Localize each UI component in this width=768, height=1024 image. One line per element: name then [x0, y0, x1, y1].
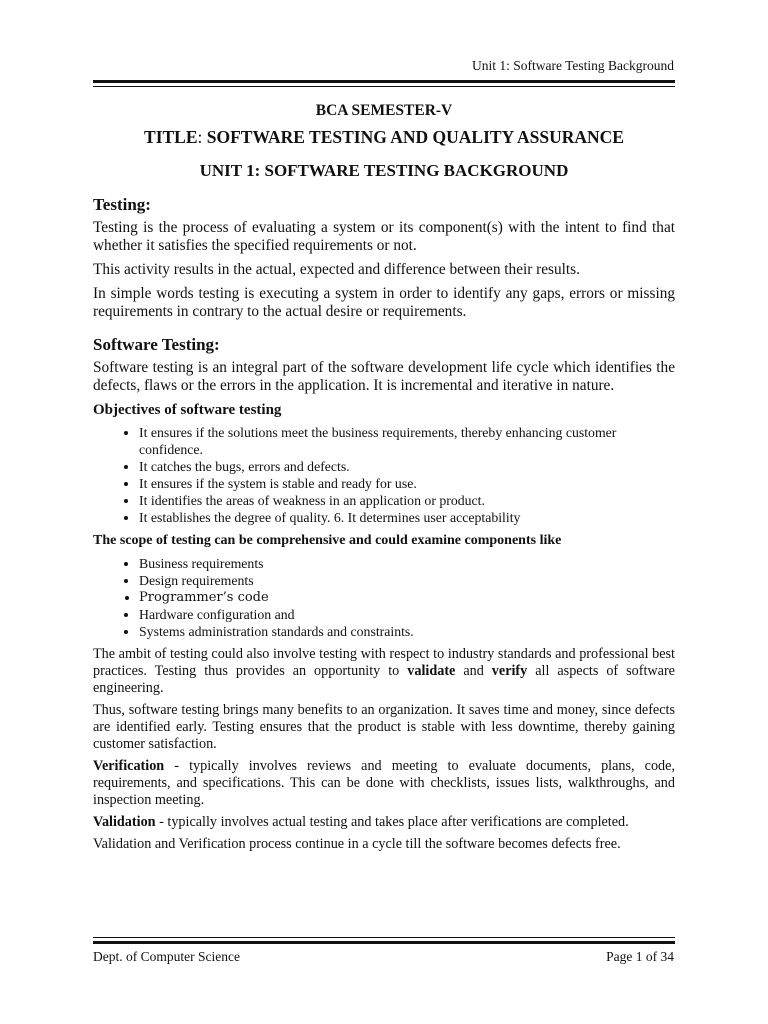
list-item: • Hardware configuration and	[139, 606, 675, 623]
testing-paragraph-2: This activity results in the actual, expected and difference between their results.	[93, 261, 580, 278]
header-rule	[93, 80, 675, 87]
validation-text: - typically involves actual testing and takes place after verifications are completed.	[155, 814, 629, 830]
ambit-and: and	[455, 663, 492, 679]
course-title	[93, 126, 675, 148]
testing-paragraph-3: In simple words testing is executing a system in order to identify any gaps, errors or missing requirements in contrary to the actual desire or requirements.	[93, 285, 675, 320]
list-item: • It ensures if the system is stable and ready for use.	[139, 475, 675, 492]
verify-term: verify	[491, 663, 528, 679]
scope-list	[93, 555, 675, 640]
software-testing-heading: Software Testing:	[93, 335, 220, 354]
ambit-paragraph	[93, 646, 675, 697]
cycle-paragraph: Validation and Verification process continue in a cycle till the software becomes defects free.	[93, 836, 621, 852]
list-item: • Systems administration standards and constraints.	[139, 623, 675, 640]
footer-department: Dept. of Computer Science	[93, 949, 240, 964]
verification-paragraph	[93, 758, 675, 809]
title-text: SOFTWARE TESTING AND QUALITY ASSURANCE	[206, 127, 624, 147]
verification-term: Verification	[93, 758, 165, 774]
title-prefix: TITLE	[144, 127, 198, 147]
footer-rule	[93, 937, 675, 944]
benefits-paragraph: Thus, software testing brings many benefits to an organization. It saves time and money, since defects are identified early. Testing ensures that the product is stable with less downtime, thereby gaining customer satisfaction.	[93, 702, 675, 752]
list-item: • It ensures if the solutions meet the business requirements, thereby enhancing customer confidence.	[139, 424, 675, 458]
software-testing-paragraph: Software testing is an integral part of the software development life cycle which identifies the defects, flaws or the errors in the application. It is incremental and iterative in nature.	[93, 359, 675, 394]
list-item: • It identifies the areas of weakness in an application or product.	[139, 492, 675, 509]
scope-heading: The scope of testing can be comprehensive and could examine components like	[93, 533, 562, 548]
ambit-text-end: all aspects of software engineering.	[93, 663, 675, 696]
list-item: • Programmer’s code	[139, 589, 675, 606]
validation-term: Validation	[93, 814, 156, 830]
ambit-text-start: The ambit of testing could also involve testing with respect to industry standards and professional best practices. Testing thus provides an opportunity to	[93, 646, 675, 679]
list-item: • It establishes the degree of quality. 6. It determines user acceptability	[139, 509, 675, 526]
title-colon: :	[197, 127, 207, 147]
running-header: Unit 1: Software Testing Background	[471, 58, 674, 73]
validate-term: validate	[407, 663, 456, 679]
page-content	[93, 94, 675, 858]
list-item: • Design requirements	[139, 572, 675, 589]
testing-paragraph-1: Testing is the process of evaluating a system or its component(s) with the intent to find that whether it satisfies the specified requirements or not.	[93, 219, 675, 254]
testing-heading: Testing:	[93, 195, 151, 214]
objectives-list	[93, 424, 675, 526]
list-item: • Business requirements	[139, 555, 675, 572]
unit-title: UNIT 1: SOFTWARE TESTING BACKGROUND	[199, 161, 569, 180]
objectives-heading: Objectives of software testing	[93, 402, 282, 418]
list-item: • It catches the bugs, errors and defects.	[139, 458, 675, 475]
semester-label: BCA SEMESTER-V	[315, 102, 453, 119]
validation-paragraph	[93, 814, 675, 831]
verification-text: - typically involves reviews and meeting to evaluate documents, plans, code, requirements, and specifications. This can be done with checklists, issues lists, walkthroughs, and inspection meeting.	[93, 758, 675, 808]
page-number: Page 1 of 34	[606, 949, 674, 964]
